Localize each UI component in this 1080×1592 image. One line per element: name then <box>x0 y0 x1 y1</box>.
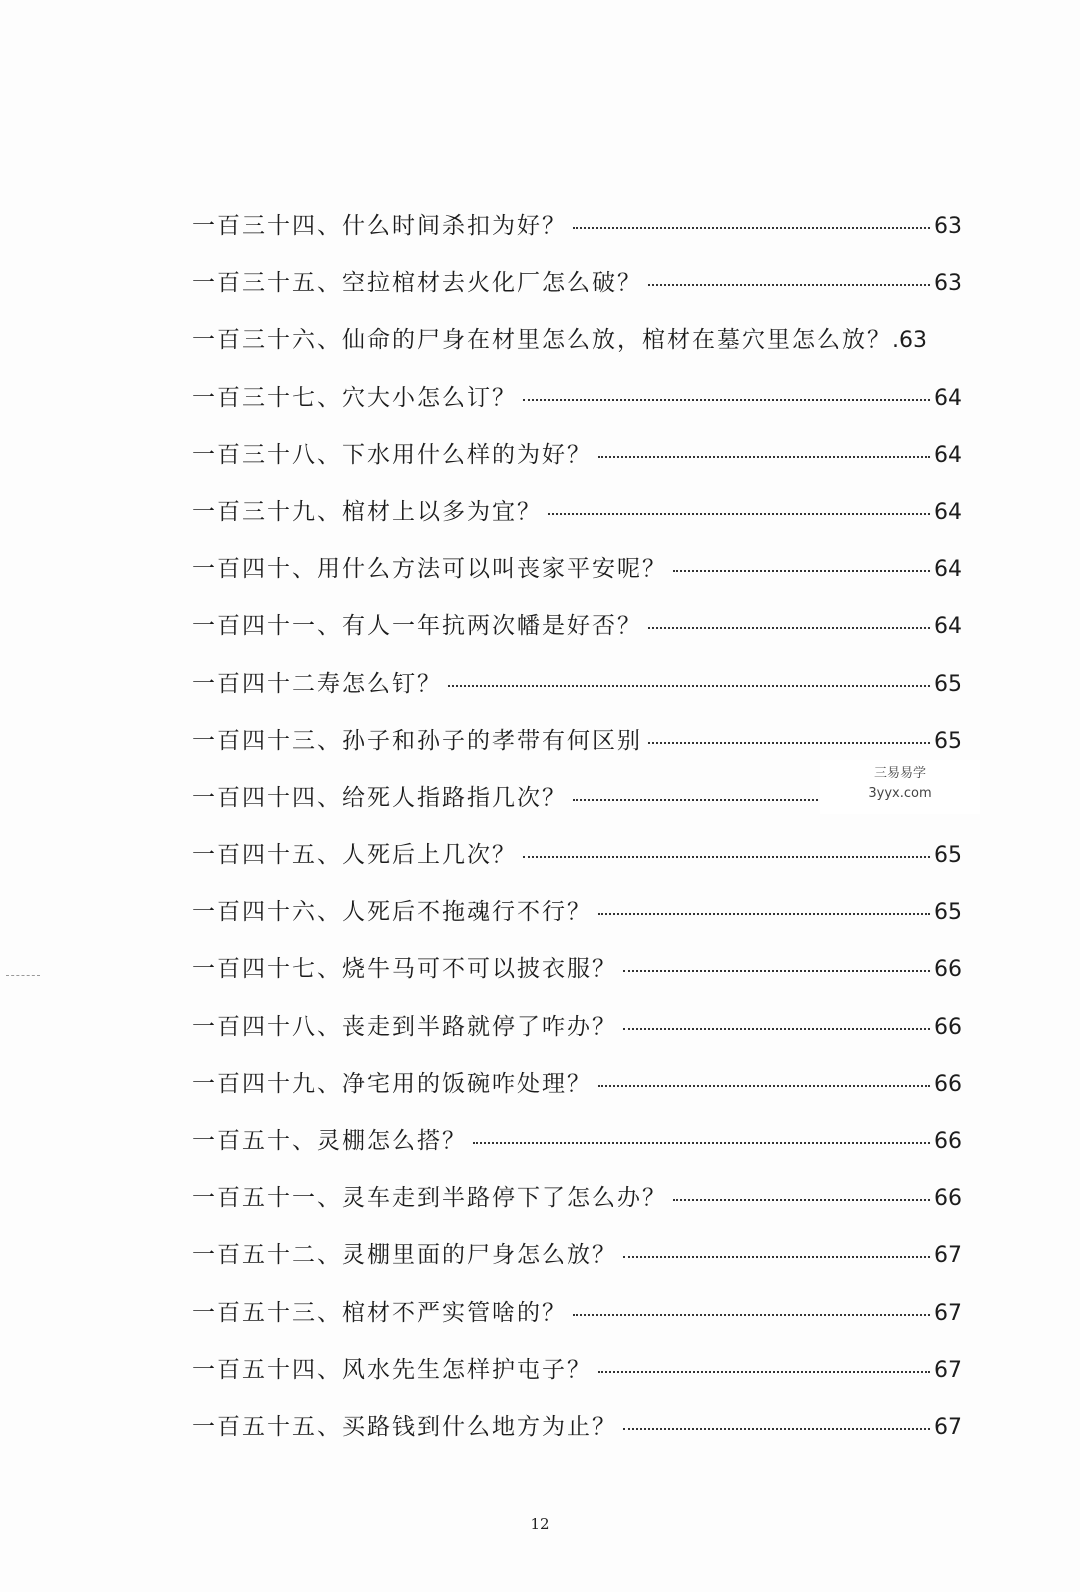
toc-entry-title: 一百四十五、人死后上几次？ <box>192 842 517 869</box>
toc-entry <box>192 607 962 664</box>
toc-entry <box>192 1294 962 1351</box>
toc-entry-page: 65 <box>934 900 962 926</box>
toc-entry-title: 一百五十四、风水先生怎样护屯子？ <box>192 1356 592 1383</box>
dot-leader <box>473 1142 930 1144</box>
toc-entry <box>192 665 962 722</box>
toc-entry-page: 67 <box>934 1243 962 1269</box>
dot-leader <box>623 1256 930 1258</box>
toc-entry-page: .63 <box>892 328 927 354</box>
toc-entry-title: 一百四十、用什么方法可以叫丧家平安呢？ <box>192 556 667 583</box>
watermark-url: 3yyx.com <box>868 786 932 801</box>
toc-entry <box>192 836 962 893</box>
toc-entry <box>192 1179 962 1236</box>
toc-entry-title: 一百四十三、孙子和孙子的孝带有何区别 <box>192 727 642 754</box>
toc-entry <box>192 321 962 378</box>
toc-entry-page: 66 <box>934 957 962 983</box>
toc-entry-page: 67 <box>934 1300 962 1326</box>
page-number: 12 <box>530 1515 550 1533</box>
toc-entry-page: 66 <box>934 1014 962 1040</box>
dot-leader <box>623 970 930 972</box>
toc-entry-title: 一百四十四、给死人指路指几次？ <box>192 784 567 811</box>
toc-entry-title: 一百三十七、穴大小怎么订？ <box>192 384 517 411</box>
toc-entry <box>192 436 962 493</box>
toc-entry-page: 63 <box>934 271 962 297</box>
toc-entry <box>192 1408 962 1465</box>
toc-entry <box>192 1122 962 1179</box>
dot-leader <box>573 1314 930 1316</box>
toc-entry <box>192 207 962 264</box>
dot-leader <box>598 1085 930 1087</box>
toc-entry-title: 一百三十五、空拉棺材去火化厂怎么破？ <box>192 270 642 297</box>
toc-entry <box>192 1065 962 1122</box>
toc-entry <box>192 379 962 436</box>
toc-entry-title: 一百五十二、灵棚里面的尸身怎么放？ <box>192 1242 617 1269</box>
toc-entry-title: 一百三十四、什么时间杀扣为好？ <box>192 213 567 239</box>
dot-leader <box>523 399 930 401</box>
toc-entry-page: 67 <box>934 1414 962 1440</box>
toc-entry-page: 65 <box>934 671 962 697</box>
toc-entry-page: 64 <box>934 385 962 411</box>
toc-entry <box>192 550 962 607</box>
table-of-contents <box>192 207 962 1465</box>
toc-entry-title: 一百三十九、棺材上以多为宜？ <box>192 498 542 525</box>
toc-entry-title: 一百四十七、烧牛马可不可以披衣服？ <box>192 956 617 983</box>
dot-leader <box>573 227 930 229</box>
toc-entry-page: 63 <box>934 214 962 239</box>
dot-leader <box>448 685 930 687</box>
dot-leader <box>623 1428 930 1430</box>
dot-leader <box>623 1028 930 1030</box>
toc-entry <box>192 950 962 1007</box>
toc-entry-title: 一百三十八、下水用什么样的为好？ <box>192 441 592 468</box>
toc-entry-page: 64 <box>934 557 962 583</box>
toc-entry-page: 67 <box>934 1357 962 1383</box>
dot-leader <box>598 456 930 458</box>
dot-leader <box>648 742 930 744</box>
dot-leader <box>523 856 930 858</box>
toc-entry-title: 一百四十六、人死后不拖魂行不行？ <box>192 899 592 926</box>
toc-entry <box>192 1236 962 1293</box>
toc-entry-page: 66 <box>934 1071 962 1097</box>
dot-leader <box>648 627 930 629</box>
toc-entry <box>192 264 962 321</box>
toc-entry-title: 一百五十一、灵车走到半路停下了怎么办？ <box>192 1185 667 1212</box>
site-watermark <box>820 760 980 814</box>
toc-entry-page: 65 <box>934 728 962 754</box>
toc-entry-title: 一百四十八、丧走到半路就停了咋办？ <box>192 1013 617 1040</box>
dot-leader <box>548 513 930 515</box>
watermark-name: 三易易学 <box>873 766 926 781</box>
toc-entry-page: 66 <box>934 1129 962 1154</box>
toc-entry <box>192 893 962 950</box>
toc-entry-title: 一百五十、灵棚怎么搭？ <box>192 1128 467 1154</box>
dot-leader <box>598 1371 930 1373</box>
dot-leader <box>673 1199 930 1201</box>
toc-entry-title: 一百四十一、有人一年抗两次幡是好否？ <box>192 613 642 640</box>
toc-entry-title: 一百三十六、仙命的尸身在材里怎么放，棺材在墓穴里怎么放？ <box>192 327 892 354</box>
toc-entry-title: 一百四十九、净宅用的饭碗咋处理？ <box>192 1070 592 1097</box>
toc-entry <box>192 1008 962 1065</box>
margin-mark <box>6 975 40 976</box>
toc-entry-title: 一百四十二寿怎么钉？ <box>192 670 442 697</box>
toc-entry <box>192 1351 962 1408</box>
toc-entry-page: 64 <box>934 442 962 468</box>
toc-entry <box>192 493 962 550</box>
toc-entry-title: 一百五十三、棺材不严实管啥的？ <box>192 1299 567 1326</box>
dot-leader <box>673 570 930 572</box>
toc-entry-page: 64 <box>934 499 962 525</box>
dot-leader <box>648 284 930 286</box>
toc-entry-page: 65 <box>934 843 962 869</box>
toc-entry-page: 64 <box>934 614 962 640</box>
toc-entry-page: 66 <box>934 1186 962 1212</box>
toc-entry-title: 一百五十五、买路钱到什么地方为止？ <box>192 1413 617 1440</box>
dot-leader <box>598 913 930 915</box>
